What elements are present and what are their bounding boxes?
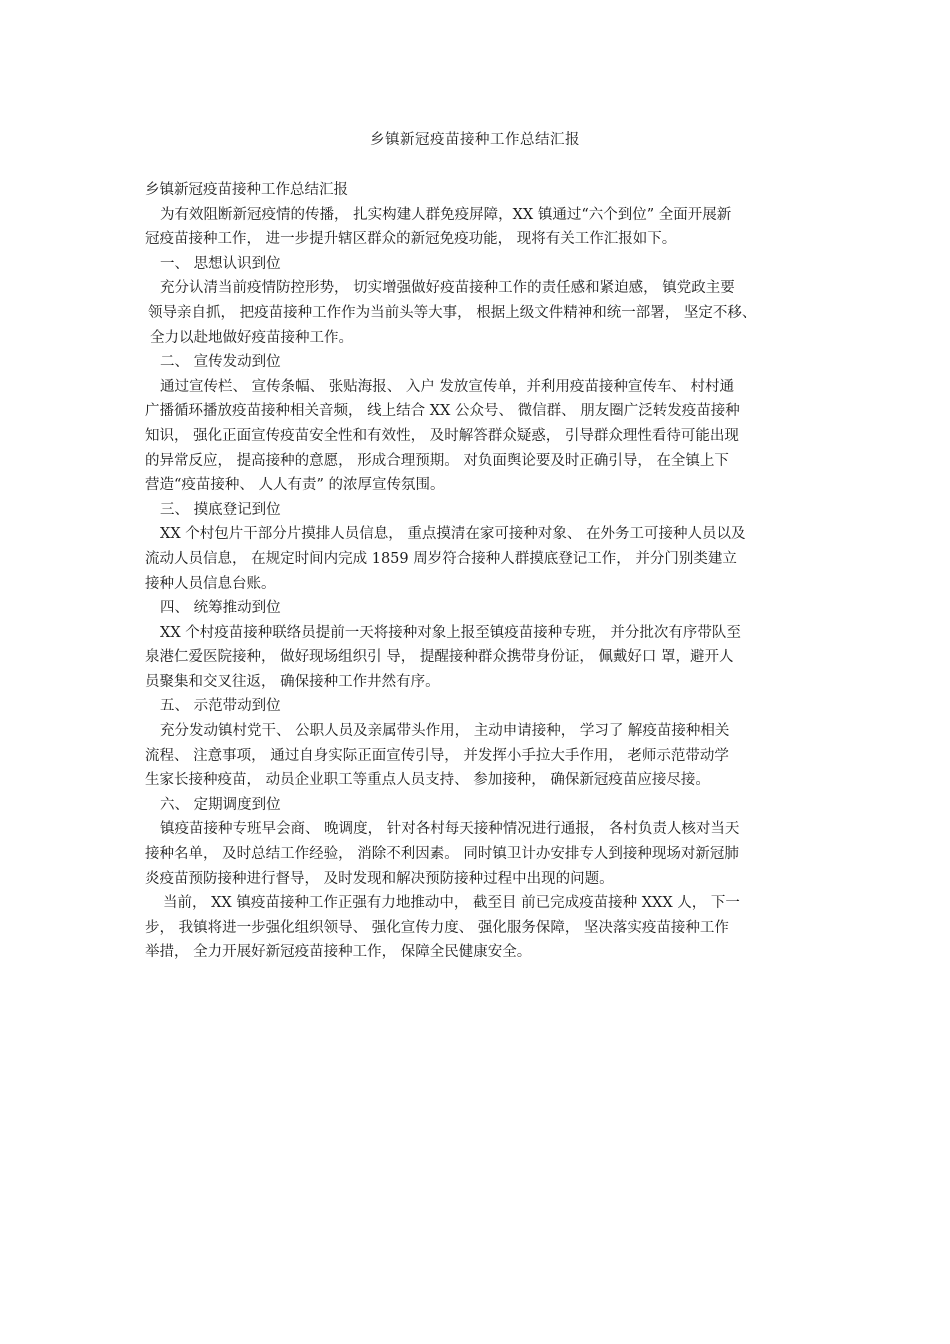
body-line: 知识， 强化正面宣传疫苗安全性和有效性， 及时解答群众疑惑， 引导群众理性看待可能出现 xyxy=(145,427,739,444)
body-line: 全力以赴地做好疫苗接种工作。 xyxy=(150,329,353,346)
body-line: 炎疫苗预防接种进行督导， 及时发现和解决预防接种过程中出现的问题。 xyxy=(145,870,614,887)
body-line: 充分认清当前疫情防控形势， 切实增强做好疫苗接种工作的责任感和紧迫感， 镇党政主要 xyxy=(160,280,735,297)
body-line: 当前， XX 镇疫苗接种工作正强有力地推动中， 截至目 前已完成疫苗接种 XXX 人， 下一 xyxy=(163,895,740,912)
body-line: 充分发动镇村党干、 公职人员及亲属带头作用， 主动申请接种， 学习了 解疫苗接种相关 xyxy=(160,723,730,740)
body-line: 的异常反应， 提高接种的意愿， 形成合理预期。 对负面舆论要及时正确引导， 在全镇上下 xyxy=(145,452,729,469)
body-line: 流动人员信息， 在规定时间内完成 1859 周岁符合接种人群摸底登记工作， 并分门别类建立 xyxy=(145,550,737,567)
body-line: 步， 我镇将进一步强化组织领导、 强化宣传力度、 强化服务保障， 坚决落实疫苗接种工作 xyxy=(145,919,729,936)
body-line: 生家长接种疫苗， 动员企业职工等重点人员支持、 参加接种， 确保新冠疫苗应接尽接。 xyxy=(145,772,710,789)
body-line: XX 个村疫苗接种联络员提前一天将接种对象上报至镇疫苗接种专班， 并分批次有序带队至 xyxy=(160,624,741,641)
body-line: 五、 示范带动到位 xyxy=(160,698,281,715)
body-line: 领导亲自抓， 把疫苗接种工作作为当前头等大事， 根据上级文件精神和统一部署， 坚定不移、 xyxy=(148,304,757,321)
body-line: 四、 统筹推动到位 xyxy=(160,600,281,617)
document-body xyxy=(145,178,817,965)
body-line: XX 个村包片干部分片摸排人员信息， 重点摸清在家可接种对象、 在外务工可接种人员以及 xyxy=(160,526,746,543)
body-line: 泉港仁爱医院接种， 做好现场组织引 导， 提醒接种群众携带身份证， 佩戴好口 罩，避开人 xyxy=(145,649,734,666)
body-line: 举措， 全力开展好新冠疫苗接种工作， 保障全民健康安全。 xyxy=(145,944,532,961)
body-line: 二、 宣传发动到位 xyxy=(160,354,281,371)
body-line: 一、 思想认识到位 xyxy=(160,255,281,272)
body-line: 广播循环播放疫苗接种相关音频， 线上结合 XX 公众号、 微信群、 朋友圈广泛转发疫苗接种 xyxy=(145,403,740,420)
body-line: 六、 定期调度到位 xyxy=(160,796,281,813)
body-line: 员聚集和交叉往返， 确保接种工作井然有序。 xyxy=(145,673,440,690)
document-title: 乡镇新冠疫苗接种工作总结汇报 xyxy=(370,132,580,148)
body-line: 营造“疫苗接种、 人人有责” 的浓厚宣传氛围。 xyxy=(145,477,445,494)
body-line: 镇疫苗接种专班早会商、 晚调度， 针对各村每天接种情况进行通报， 各村负责人核对当天 xyxy=(160,821,740,838)
body-line: 乡镇新冠疫苗接种工作总结汇报 xyxy=(145,182,348,198)
body-line: 接种名单， 及时总结工作经验， 消除不利因素。 同时镇卫计办安排专人到接种现场对新冠肺 xyxy=(145,846,739,863)
body-line: 三、 摸底登记到位 xyxy=(160,501,281,518)
body-line: 冠疫苗接种工作， 进一步提升辖区群众的新冠免疫功能， 现将有关工作汇报如下。 xyxy=(145,231,677,248)
body-line: 接种人员信息台账。 xyxy=(145,575,276,592)
body-line: 通过宣传栏、 宣传条幅、 张贴海报、 入户 发放宣传单，并利用疫苗接种宣传车、 村村通 xyxy=(160,378,735,395)
body-line: 流程、 注意事项， 通过自身实际正面宣传引导， 并发挥小手拉大手作用， 老师示范带动学 xyxy=(145,747,729,764)
body-line: 为有效阻断新冠疫情的传播， 扎实构建人群免疫屏障，XX 镇通过“六个到位” 全面开展新 xyxy=(160,206,732,223)
